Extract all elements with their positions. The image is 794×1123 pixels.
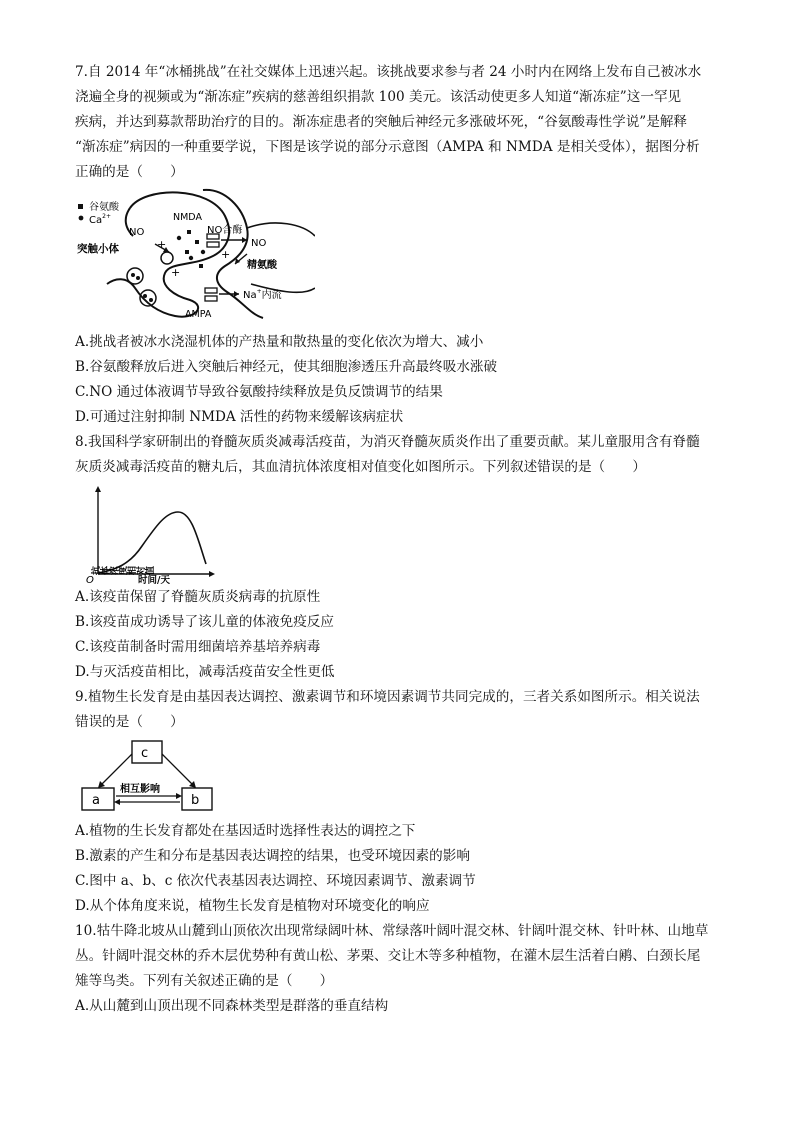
q7-option-d: D.可通过注射抑制 NMDA 活性的药物来缓解该病症状 bbox=[75, 409, 404, 425]
label-ampa: AMPA bbox=[185, 309, 212, 320]
q9-relation-figure bbox=[78, 738, 218, 814]
mutual-influence-label: 相互影响 bbox=[120, 784, 160, 795]
label-no-synthase: NO合酶 bbox=[207, 225, 243, 236]
box-b-label: b bbox=[191, 793, 200, 808]
vesicle bbox=[161, 252, 173, 264]
label-arginine: 精氨酸 bbox=[247, 260, 277, 271]
ampa-receptor bbox=[205, 288, 217, 293]
label-presynaptic: 突触小体 bbox=[77, 243, 119, 255]
q10-stem-line-3: 雉等鸟类。下列有关叙述正确的是（ ） bbox=[75, 973, 334, 989]
q10-stem-line-1: 10.牯牛降北坡从山麓到山顶依次出现常绿阔叶林、常绿落叶阔叶混交林、针阔叶混交林、针叶林、山地草 bbox=[75, 923, 709, 939]
q7-stem-line-2: 浇遍全身的视频或为“渐冻症”疾病的慈善组织捐款 100 美元。该活动使更多人知道“渐冻症”这一罕见 bbox=[75, 89, 682, 105]
q7-stem-line-4: “渐冻症”病因的一种重要学说，下图是该学说的部分示意图（AMPA 和 NMDA 是相关受体），据图分析 bbox=[75, 139, 700, 155]
label-no-left: NO bbox=[129, 227, 145, 238]
q10-option-a: A.从山麓到山顶出现不同森林类型是群落的垂直结构 bbox=[75, 998, 389, 1014]
q9-option-a: A.植物的生长发育都处在基因适时选择性表达的调控之下 bbox=[75, 823, 416, 839]
label-na-influx: Na+内流 bbox=[243, 288, 282, 301]
q8-option-c: C.该疫苗制备时需用细菌培养基培养病毒 bbox=[75, 639, 321, 655]
q9-option-c: C.图中 a、b、c 依次代表基因表达调控、环境因素调节、激素调节 bbox=[75, 873, 476, 889]
vesicle bbox=[127, 268, 143, 284]
legend-calcium: $Ca^{2+}$ bbox=[89, 213, 111, 226]
q7-option-b: B.谷氨酸释放后进入突触后神经元，使其细胞渗透压升高最终吸水涨破 bbox=[75, 359, 498, 375]
q9-stem-line-1: 9.植物生长发育是由基因表达调控、激素调节和环境因素调节共同完成的，三者关系如图所示。相关说法 bbox=[75, 689, 700, 705]
q7-stem-line-5: 正确的是（ ） bbox=[75, 164, 184, 180]
legend-glutamate: 谷氨酸 bbox=[89, 202, 119, 213]
q7-stem-line-3: 疾病，并达到募款帮助治疗的目的。渐冻症患者的突触后神经元多涨破坏死，“谷氨酸毒性学说”是解释 bbox=[75, 114, 688, 130]
q7-option-c: C.NO 通过体液调节导致谷氨酸持续释放是负反馈调节的结果 bbox=[75, 384, 443, 400]
q8-option-b: B.该疫苗成功诱导了该儿童的体液免疫反应 bbox=[75, 614, 334, 630]
q9-stem-line-2: 错误的是（ ） bbox=[75, 714, 184, 730]
q8-antibody-curve-figure bbox=[78, 484, 218, 584]
label-nmda: NMDA bbox=[173, 212, 202, 223]
q7-stem-line-1: 7.自 2014 年“冰桶挑战”在社交媒体上迅速兴起。该挑战要求参与者 24 小时内在网络上发布自己被冰水 bbox=[75, 64, 702, 80]
origin-label: O bbox=[86, 575, 94, 584]
y-axis-label: 抗体浓度相对值 bbox=[91, 567, 154, 577]
q9-option-d: D.从个体角度来说，植物生长发育是植物对环境变化的响应 bbox=[75, 898, 430, 914]
label-no-right: NO bbox=[251, 238, 267, 249]
q8-option-d: D.与灭活疫苗相比，减毒活疫苗安全性更低 bbox=[75, 664, 335, 680]
q9-option-b: B.激素的产生和分布是基因表达调控的结果，也受环境因素的影响 bbox=[75, 848, 470, 864]
q8-stem-line-2: 灰质炎减毒活疫苗的糖丸后，其血清抗体浓度相对值变化如图所示。下列叙述错误的是（ ） bbox=[75, 459, 646, 475]
q10-stem-line-2: 丛。针阔叶混交林的乔木层优势种有黄山松、茅栗、交让木等多种植物，在灌木层生活着白鹇、白颈长尾 bbox=[75, 948, 701, 964]
label-plus: + bbox=[171, 266, 181, 279]
q8-stem-line-1: 8.我国科学家研制出的脊髓灰质炎减毒活疫苗，为消灭脊髓灰质炎作出了重要贡献。某儿童服用含有脊髓 bbox=[75, 434, 700, 450]
box-a-label: a bbox=[92, 793, 100, 808]
label-plus: + bbox=[221, 248, 231, 261]
antibody-curve bbox=[98, 512, 206, 573]
q7-option-a: A.挑战者被冰水浇湿机体的产热量和散热量的变化依次为增大、减小 bbox=[75, 334, 484, 350]
x-axis-label: 时间/天 bbox=[138, 575, 170, 584]
box-c-label: c bbox=[141, 746, 149, 761]
label-plus: + bbox=[157, 238, 167, 251]
q7-synapse-figure bbox=[75, 188, 315, 322]
q8-option-a: A.该疫苗保留了脊髓灰质炎病毒的抗原性 bbox=[75, 589, 321, 605]
